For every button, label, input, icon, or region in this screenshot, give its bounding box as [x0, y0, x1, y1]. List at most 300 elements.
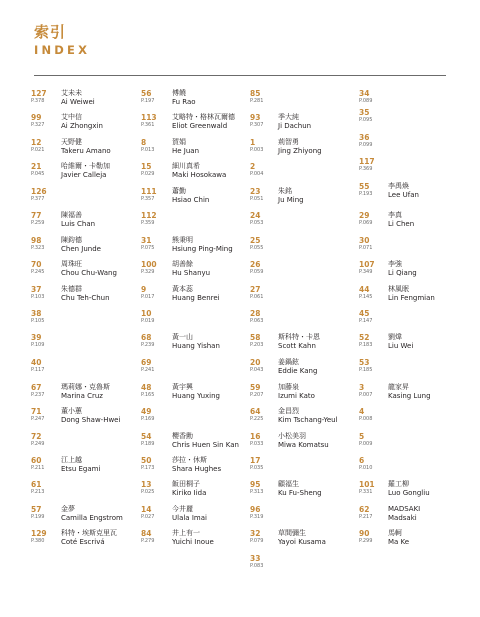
- artwork-number: 35: [359, 108, 370, 117]
- index-entry: [31, 138, 111, 155]
- artist-name-english: Madsaki: [388, 514, 417, 522]
- page-reference: P.089: [359, 98, 373, 104]
- artist-name: [172, 138, 199, 156]
- index-entry: [250, 285, 263, 301]
- artist-name-english: Chou Chu-Wang: [61, 269, 117, 277]
- artist-name: [172, 187, 209, 205]
- page-reference: P.055: [250, 245, 264, 251]
- artwork-number: 10: [141, 309, 152, 318]
- artist-name-english: Yuichi Inoue: [172, 538, 214, 546]
- artist-name: [278, 480, 322, 498]
- artwork-number: 30: [359, 236, 370, 245]
- artist-name-english: Javier Calleja: [61, 171, 107, 179]
- artwork-number: 16: [250, 432, 261, 441]
- artist-name: [172, 480, 206, 498]
- index-entry: [359, 211, 415, 228]
- page-reference: P.323: [31, 245, 45, 251]
- artwork-number: 21: [31, 162, 42, 171]
- artwork-number: 55: [359, 182, 370, 191]
- artwork-number: 93: [250, 113, 261, 122]
- artwork-number: 26: [250, 260, 261, 269]
- index-entry: [31, 456, 101, 473]
- index-entry: [31, 236, 101, 253]
- index-entry: [141, 529, 214, 546]
- page-reference: P.357: [141, 196, 155, 202]
- page-reference: P.083: [250, 563, 264, 569]
- artist-name-chinese: 胡善餘: [172, 260, 193, 268]
- artwork-number: 39: [31, 333, 42, 342]
- artwork-number: 60: [31, 456, 42, 465]
- page-reference: P.203: [250, 342, 264, 348]
- artist-name: [388, 182, 419, 200]
- artist-name-english: He Juan: [172, 147, 200, 155]
- index-entry: [250, 309, 263, 325]
- index-entry: [250, 89, 263, 105]
- artist-name: [278, 113, 311, 131]
- artist-name-english: Kim Tschang-Yeul: [278, 416, 338, 424]
- artist-name-english: Hsiung Ping-Ming: [172, 245, 233, 253]
- index-entry: [31, 285, 110, 302]
- artist-name-chinese: 莎拉・休斯: [172, 456, 207, 464]
- page-reference: P.299: [359, 538, 373, 544]
- artwork-number: 29: [359, 211, 370, 220]
- page-reference: P.169: [141, 416, 155, 422]
- page-reference: P.279: [141, 538, 155, 544]
- artist-name-chinese: 今井麗: [172, 505, 193, 513]
- artist-name-chinese: 艾未未: [61, 89, 82, 97]
- artist-name: [61, 285, 110, 303]
- artwork-number: 9: [141, 285, 147, 294]
- index-entry: [250, 211, 263, 227]
- index-entry: [359, 333, 414, 350]
- page-reference: P.117: [31, 367, 45, 373]
- artist-name-english: Chris Huen Sin Kan: [172, 441, 239, 449]
- artist-name-english: Ji Dachun: [278, 122, 312, 130]
- artist-name: [388, 260, 417, 278]
- artwork-number: 61: [31, 480, 42, 489]
- page-reference: P.013: [141, 147, 155, 153]
- artwork-number: 17: [250, 456, 261, 465]
- artwork-number: 27: [250, 285, 261, 294]
- index-entry: [250, 480, 322, 497]
- index-entry: [31, 333, 44, 349]
- artist-name-chinese: 朱銘: [278, 187, 292, 195]
- artist-name: [172, 236, 233, 254]
- artist-name-english: Eliot Greenwald: [172, 122, 228, 130]
- page-reference: P.109: [31, 342, 45, 348]
- artist-name-chinese: 熊秉明: [172, 236, 193, 244]
- artwork-number: 101: [359, 480, 375, 489]
- index-entry: [31, 211, 96, 228]
- artist-name-chinese: 李真: [388, 211, 402, 219]
- index-entry: [359, 108, 372, 124]
- index-entry: [141, 162, 227, 179]
- artist-name-english: Chen Junde: [61, 245, 101, 253]
- artist-name: [172, 432, 239, 450]
- artist-name-chinese: 艾中信: [61, 113, 82, 121]
- page-reference: P.378: [31, 98, 45, 104]
- artist-name: [278, 333, 320, 351]
- artist-name: [172, 162, 226, 180]
- artist-name-english: Ai Zhongxin: [61, 122, 103, 130]
- artwork-number: 62: [359, 505, 370, 514]
- artist-name: [388, 333, 413, 351]
- page-reference: P.380: [31, 538, 45, 544]
- index-title: [34, 24, 90, 57]
- artwork-number: 44: [359, 285, 370, 294]
- artist-name-chinese: 羅工柳: [388, 480, 409, 488]
- artwork-number: 69: [141, 358, 152, 367]
- artist-name-chinese: 天野健: [61, 138, 82, 146]
- artwork-number: 50: [141, 456, 152, 465]
- artist-name-chinese: 傅饒: [172, 89, 186, 97]
- page-reference: P.369: [359, 166, 373, 172]
- page-reference: P.035: [250, 465, 264, 471]
- index-entry: [250, 456, 263, 472]
- page-reference: P.071: [359, 245, 373, 251]
- artwork-number: 90: [359, 529, 370, 538]
- index-entry: [359, 89, 372, 105]
- index-entry: [31, 505, 123, 522]
- page-reference: P.241: [141, 367, 155, 373]
- index-entry: [31, 529, 117, 546]
- artist-name-english: Luo Gongliu: [388, 489, 430, 497]
- index-entry: [359, 133, 372, 149]
- page-reference: P.147: [359, 318, 373, 324]
- artwork-number: 23: [250, 187, 261, 196]
- artist-name: [172, 333, 220, 351]
- index-entry: [141, 383, 220, 400]
- artist-name-english: Kasing Lung: [388, 392, 431, 400]
- index-entry: [141, 187, 210, 204]
- artist-name: [61, 138, 111, 156]
- artist-name-english: Ju Ming: [278, 196, 304, 204]
- index-entry: [31, 113, 103, 130]
- artist-name-english: Ku Fu-Sheng: [278, 489, 322, 497]
- artist-name-english: Ulala Imai: [172, 514, 207, 522]
- page-reference: P.059: [250, 269, 264, 275]
- page-reference: P.307: [250, 122, 264, 128]
- artist-name-english: Luis Chan: [61, 220, 96, 228]
- artist-name: [278, 138, 322, 156]
- page-reference: P.010: [359, 465, 373, 471]
- artwork-number: 56: [141, 89, 152, 98]
- page-reference: P.217: [359, 514, 373, 520]
- artist-name-english: Ma Ke: [388, 538, 410, 546]
- page-reference: P.063: [250, 318, 264, 324]
- artist-name-english: Jing Zhiyong: [278, 147, 322, 155]
- page-reference: P.025: [141, 489, 155, 495]
- artist-name-english: Kiriko Iida: [172, 489, 207, 497]
- index-entry: [359, 157, 375, 173]
- artwork-number: 24: [250, 211, 261, 220]
- artist-name-chinese: 瑪莉娜・克魯斯: [61, 383, 110, 391]
- artist-name-chinese: 黃宇興: [172, 383, 193, 391]
- page-reference: P.183: [359, 342, 373, 348]
- artist-name: [61, 529, 117, 547]
- artwork-number: 28: [250, 309, 261, 318]
- artwork-number: 38: [31, 309, 42, 318]
- artist-name-english: Camilla Engstrom: [61, 514, 123, 522]
- artist-name-chinese: 科特・埃斯克里瓦: [61, 529, 117, 537]
- artist-name-english: Chu Teh-Chun: [61, 294, 110, 302]
- artwork-number: 53: [359, 358, 370, 367]
- page-reference: P.359: [141, 220, 155, 226]
- artist-name: [278, 529, 326, 547]
- index-entry: [31, 89, 95, 106]
- index-entry: [250, 358, 318, 375]
- artist-name-english: Li Chen: [388, 220, 415, 228]
- artist-name: [172, 456, 221, 474]
- artist-name: [61, 113, 103, 131]
- index-entry: [141, 480, 207, 497]
- index-entry: [359, 407, 372, 423]
- index-entry: [250, 407, 338, 424]
- title-divider: [34, 75, 446, 76]
- artist-name-chinese: 細川真希: [172, 162, 200, 170]
- index-entry: [250, 505, 263, 521]
- artwork-number: 127: [31, 89, 47, 98]
- artist-name-chinese: MADSAKI: [388, 505, 421, 513]
- page-reference: P.225: [250, 416, 264, 422]
- index-entry: [359, 358, 372, 374]
- artist-name-english: Etsu Egami: [61, 465, 101, 473]
- artist-name-chinese: 李禹煥: [388, 182, 409, 190]
- index-entry: [359, 456, 372, 472]
- index-entry: [250, 162, 263, 178]
- artist-name-chinese: 李強: [388, 260, 402, 268]
- artist-name-chinese: 周珠旺: [61, 260, 82, 268]
- artist-name: [61, 236, 101, 254]
- artist-name: [172, 113, 235, 131]
- artist-name-chinese: 草間彌生: [278, 529, 306, 537]
- artist-name: [278, 432, 329, 450]
- page-reference: P.327: [31, 122, 45, 128]
- page-reference: P.075: [141, 245, 155, 251]
- artist-name-chinese: 荊智勇: [278, 138, 299, 146]
- page-reference: P.103: [31, 294, 45, 300]
- index-entry: [141, 333, 220, 350]
- index-entry: [141, 407, 154, 423]
- page-reference: P.061: [250, 294, 264, 300]
- page-reference: P.099: [359, 142, 373, 148]
- artist-name-english: Takeru Amano: [61, 147, 111, 155]
- page-reference: P.249: [31, 441, 45, 447]
- index-entry: [359, 182, 419, 199]
- page-reference: P.019: [141, 318, 155, 324]
- artist-name: [61, 505, 123, 523]
- index-entry: [359, 480, 430, 497]
- page-reference: P.043: [250, 367, 264, 373]
- page-reference: P.033: [250, 441, 264, 447]
- artist-name-english: Shara Hughes: [172, 465, 222, 473]
- artwork-number: 126: [31, 187, 47, 196]
- artwork-number: 48: [141, 383, 152, 392]
- page-reference: P.189: [141, 441, 155, 447]
- artist-name: [278, 187, 304, 205]
- page-reference: P.199: [31, 514, 45, 520]
- artwork-number: 72: [31, 432, 42, 441]
- artist-name-chinese: 陳福善: [61, 211, 82, 219]
- artwork-number: 68: [141, 333, 152, 342]
- artist-name-chinese: 井上有一: [172, 529, 200, 537]
- artist-name: [172, 89, 196, 107]
- artist-name-english: Lee Ufan: [388, 191, 419, 199]
- artist-name-chinese: 江上越: [61, 456, 82, 464]
- page-reference: P.185: [359, 367, 373, 373]
- artist-name-chinese: 加藤泉: [278, 383, 299, 391]
- page-reference: P.329: [141, 269, 155, 275]
- artwork-number: 32: [250, 529, 261, 538]
- artwork-number: 67: [31, 383, 42, 392]
- artist-name-chinese: 斯科特・卡恩: [278, 333, 320, 341]
- artist-name-english: Li Qiang: [388, 269, 417, 277]
- artist-name-chinese: 飯田桐子: [172, 480, 200, 488]
- artwork-number: 100: [141, 260, 157, 269]
- artwork-number: 77: [31, 211, 42, 220]
- artwork-number: 3: [359, 383, 365, 392]
- page-reference: P.009: [359, 441, 373, 447]
- artist-name-chinese: 姜鍋鉉: [278, 358, 299, 366]
- artwork-number: 112: [141, 211, 157, 220]
- artwork-number: 111: [141, 187, 157, 196]
- artwork-number: 57: [31, 505, 42, 514]
- page-reference: P.007: [359, 392, 373, 398]
- artist-name: [388, 505, 420, 523]
- artist-name-chinese: 顧福生: [278, 480, 299, 488]
- artwork-number: 71: [31, 407, 42, 416]
- artwork-number: 58: [250, 333, 261, 342]
- page-reference: P.313: [250, 489, 264, 495]
- page-reference: P.259: [31, 220, 45, 226]
- artwork-number: 33: [250, 554, 261, 563]
- artist-name-chinese: 黃一山: [172, 333, 193, 341]
- artist-name-english: Izumi Kato: [278, 392, 315, 400]
- artist-name: [61, 383, 110, 401]
- artist-name-chinese: 林風眠: [388, 285, 409, 293]
- index-entry: [141, 89, 196, 106]
- artwork-number: 6: [359, 456, 365, 465]
- artist-name-chinese: 艾略特・格林瓦爾德: [172, 113, 235, 121]
- page-reference: P.045: [31, 171, 45, 177]
- artist-name: [172, 505, 207, 523]
- artist-name: [61, 260, 117, 278]
- index-entry: [359, 432, 372, 448]
- artist-name-chinese: 劉煒: [388, 333, 402, 341]
- artist-name: [278, 358, 317, 376]
- artist-name-chinese: 金昌烈: [278, 407, 299, 415]
- artist-name: [172, 285, 220, 303]
- artist-name-chinese: 馬軻: [388, 529, 402, 537]
- artwork-number: 20: [250, 358, 261, 367]
- index-entry: [141, 260, 211, 277]
- artist-name-chinese: 哈維爾・卡勒加: [61, 162, 110, 170]
- artist-name-english: Lin Fengmian: [388, 294, 435, 302]
- artist-name: [388, 211, 414, 229]
- artwork-number: 59: [250, 383, 261, 392]
- artist-name-english: Marina Cruz: [61, 392, 103, 400]
- index-entry: [141, 236, 233, 253]
- index-entry: [141, 456, 222, 473]
- artist-name: [61, 456, 100, 474]
- index-entry: [31, 162, 110, 179]
- artist-name-english: Huang Benrei: [172, 294, 220, 302]
- artist-name: [388, 383, 431, 401]
- artist-name: [61, 211, 95, 229]
- index-entry: [141, 285, 220, 302]
- index-entry: [141, 358, 154, 374]
- artist-name-chinese: 董小蕙: [61, 407, 82, 415]
- index-entry: [359, 529, 410, 546]
- artist-name-english: Hsiao Chin: [172, 196, 210, 204]
- page-reference: P.069: [359, 220, 373, 226]
- page-reference: P.239: [141, 342, 155, 348]
- artwork-number: 4: [359, 407, 365, 416]
- index-entry: [359, 285, 435, 302]
- page-reference: P.211: [31, 465, 45, 471]
- artwork-number: 14: [141, 505, 152, 514]
- index-entry: [31, 309, 44, 325]
- artwork-number: 107: [359, 260, 375, 269]
- page-reference: P.331: [359, 489, 373, 495]
- artist-name-english: Maki Hosokawa: [172, 171, 227, 179]
- index-entry: [141, 432, 239, 449]
- artwork-number: 25: [250, 236, 261, 245]
- artwork-number: 36: [359, 133, 370, 142]
- artist-name: [61, 407, 120, 425]
- artwork-number: 12: [31, 138, 42, 147]
- index-entry: [359, 505, 421, 522]
- index-entry: [31, 358, 44, 374]
- page-reference: P.193: [359, 191, 373, 197]
- page-reference: P.079: [250, 538, 264, 544]
- artwork-number: 85: [250, 89, 261, 98]
- artist-name-english: Liu Wei: [388, 342, 414, 350]
- artwork-number: 1: [250, 138, 256, 147]
- index-entry: [359, 260, 417, 277]
- page-reference: P.361: [141, 122, 155, 128]
- index-entry: [250, 554, 263, 570]
- index-entry: [31, 187, 47, 203]
- page-reference: P.004: [250, 171, 264, 177]
- page-reference: P.145: [359, 294, 373, 300]
- index-entry: [359, 309, 372, 325]
- index-entry: [31, 480, 44, 496]
- artist-name-english: Coté Escrivá: [61, 538, 105, 546]
- page-reference: P.095: [359, 117, 373, 123]
- artwork-number: 13: [141, 480, 152, 489]
- artist-name-chinese: 小松美羽: [278, 432, 306, 440]
- page-reference: P.027: [141, 514, 155, 520]
- index-entry: [359, 236, 372, 252]
- index-entry: [141, 309, 154, 325]
- artwork-number: 129: [31, 529, 47, 538]
- artist-name-english: Ai Weiwei: [61, 98, 95, 106]
- artist-name-chinese: 季大純: [278, 113, 299, 121]
- index-entry: [250, 236, 263, 252]
- page-reference: P.105: [31, 318, 45, 324]
- index-entry: [250, 383, 315, 400]
- artist-name-english: Huang Yishan: [172, 342, 220, 350]
- artist-name: [172, 260, 210, 278]
- artwork-number: 98: [31, 236, 42, 245]
- index-entry: [31, 383, 110, 400]
- artist-name-english: Fu Rao: [172, 98, 196, 106]
- index-entry: [141, 113, 235, 130]
- artwork-number: 95: [250, 480, 261, 489]
- artwork-number: 113: [141, 113, 157, 122]
- index-entry: [141, 505, 207, 522]
